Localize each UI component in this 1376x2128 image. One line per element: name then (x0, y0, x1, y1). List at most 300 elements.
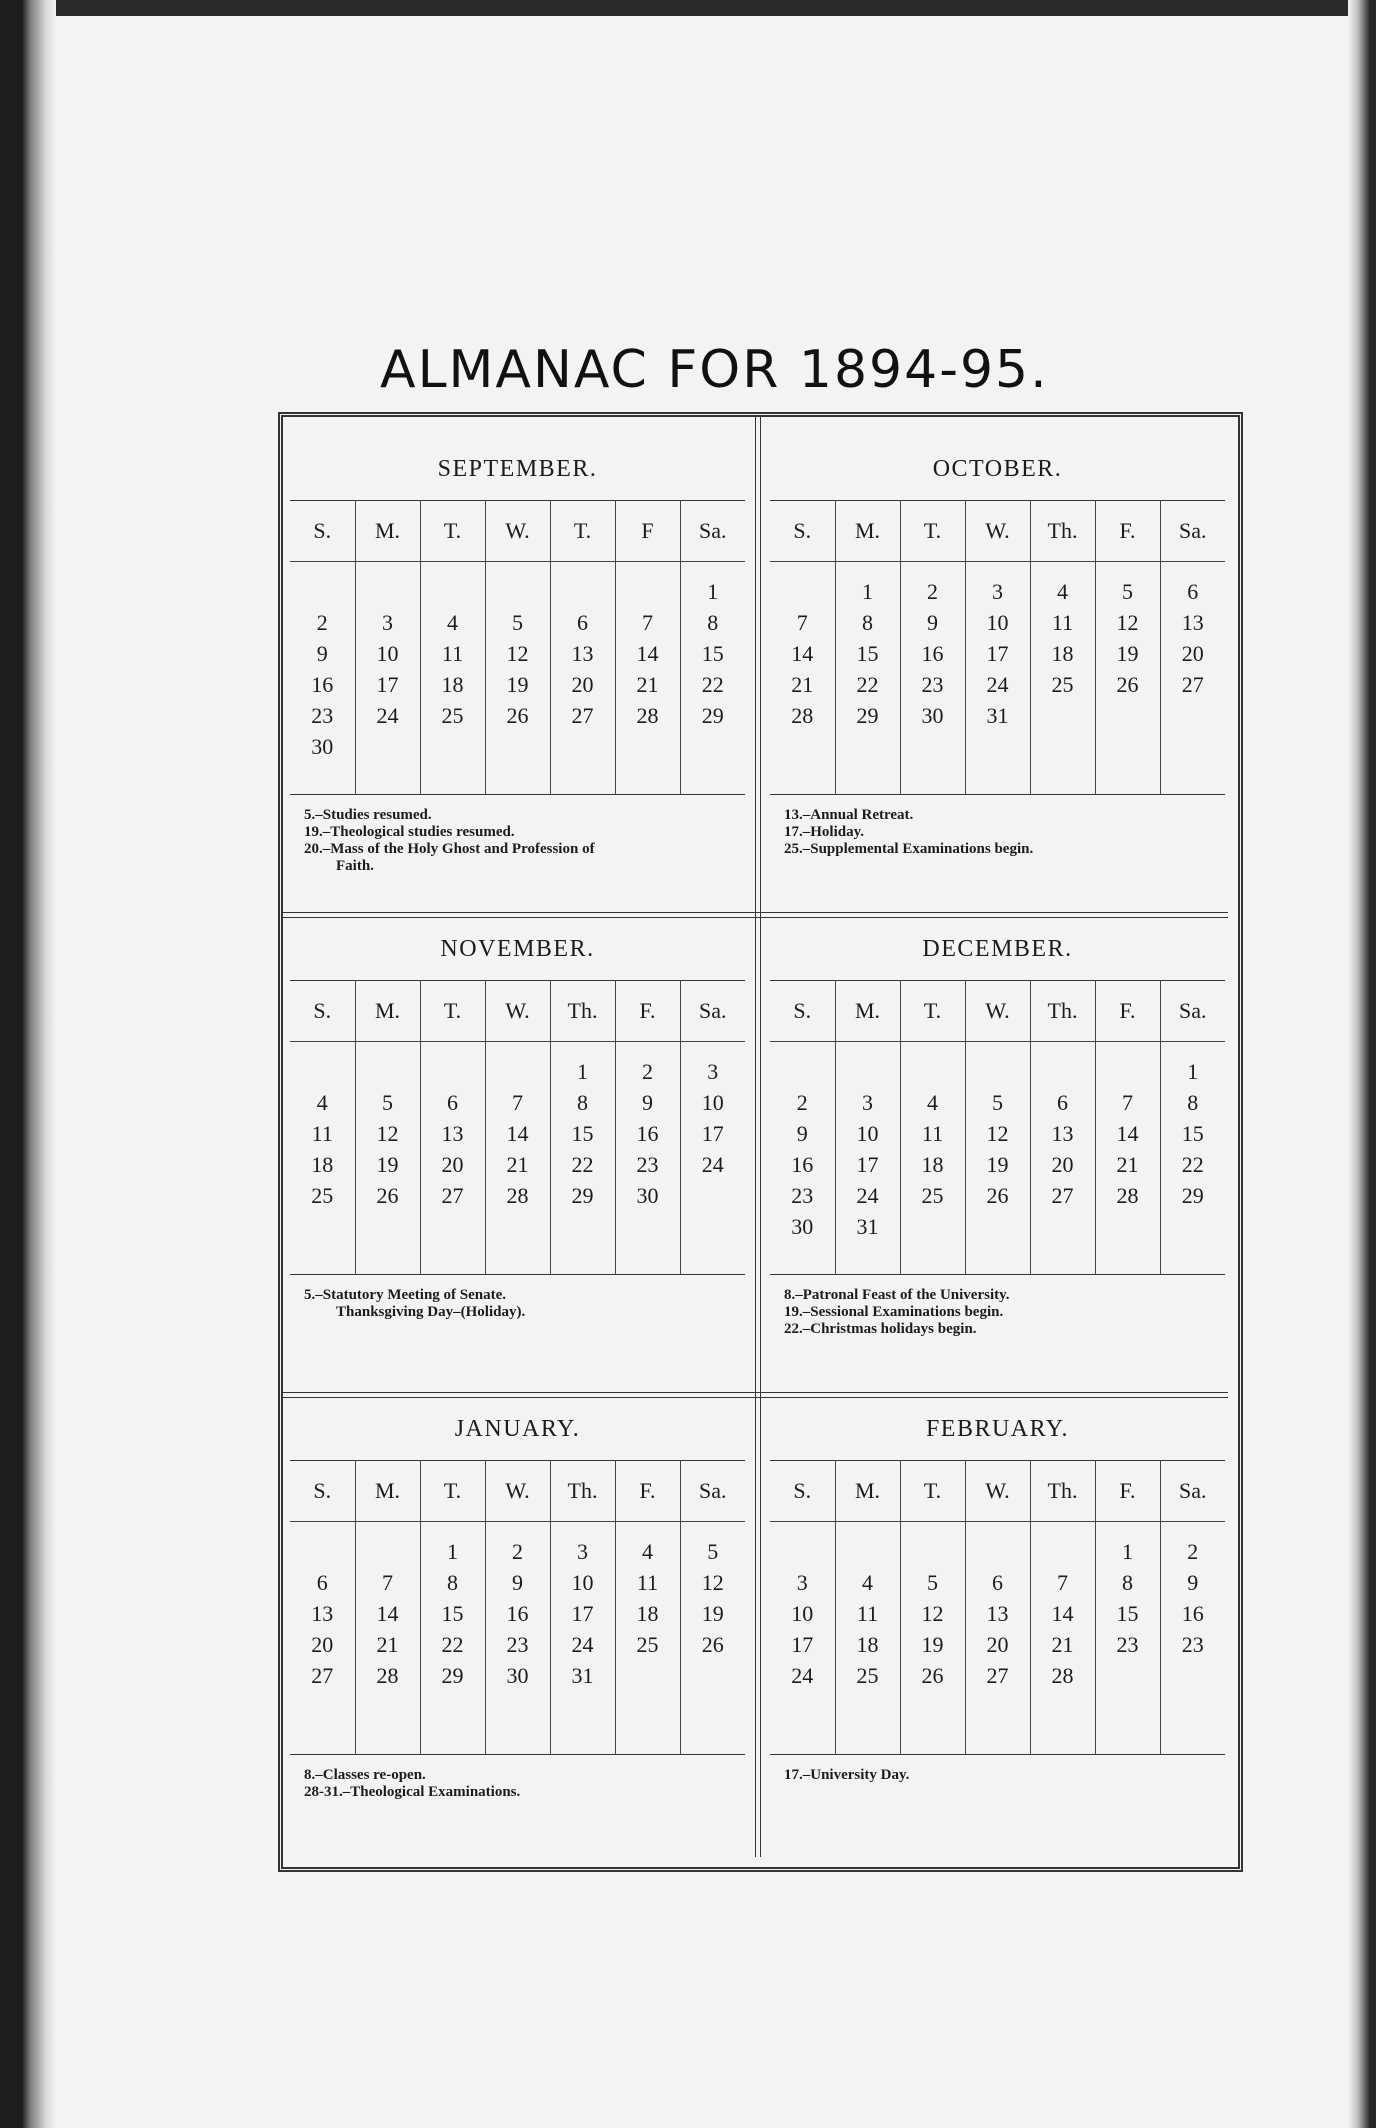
day-number: 18 (921, 1152, 944, 1177)
day-number: 12 (921, 1601, 944, 1626)
weekday-header: S. (770, 1461, 835, 1522)
day-number (1161, 700, 1226, 731)
day-number: 26 (986, 1183, 1009, 1208)
scan-edge-right (1348, 0, 1376, 2128)
day-number (421, 576, 485, 607)
weekday-header: M. (835, 1461, 900, 1522)
day-number: 21 (376, 1632, 399, 1657)
note-line: 8.–Classes re-open. (304, 1767, 426, 1783)
day-number (356, 731, 420, 762)
month-february (770, 1392, 1225, 1837)
weekday-header: S. (290, 501, 355, 562)
day-number: 22 (441, 1632, 464, 1657)
calendar-table (770, 1460, 1225, 1755)
day-number: 16 (636, 1121, 659, 1146)
weekday-column (550, 1042, 615, 1275)
note-line: 8.–Patronal Feast of the University. (784, 1287, 1010, 1303)
month-january (290, 1392, 745, 1837)
day-number: 27 (1181, 672, 1204, 697)
day-number: 12 (506, 641, 529, 666)
month-september (290, 432, 745, 877)
day-number: 17 (376, 672, 399, 697)
day-number (356, 1056, 420, 1087)
day-number (681, 1180, 746, 1211)
day-number: 12 (986, 1121, 1009, 1146)
weekday-header: M. (835, 501, 900, 562)
day-number (1031, 1056, 1095, 1087)
weekday-header: S. (290, 981, 355, 1042)
day-number: 22 (1181, 1152, 1204, 1177)
month-november (290, 912, 745, 1357)
weekday-column (1095, 1522, 1160, 1755)
day-number: 28 (791, 703, 814, 728)
day-number: 14 (636, 641, 659, 666)
day-number: 11 (921, 1121, 944, 1146)
day-number (421, 1056, 485, 1087)
day-number: 19 (506, 672, 529, 697)
note-line: 20.–Mass of the Holy Ghost and Profession of (304, 841, 595, 857)
dates-row (770, 1042, 1225, 1275)
day-number (966, 1536, 1030, 1567)
day-number: 19 (921, 1632, 944, 1657)
weekday-column (680, 562, 745, 795)
day-number: 1 (1122, 1539, 1133, 1564)
note-line: 25.–Supplemental Examinations begin. (784, 841, 1034, 857)
weekday-header: T. (420, 501, 485, 562)
day-number (1096, 1211, 1160, 1242)
day-number: 30 (636, 1183, 659, 1208)
day-number: 16 (791, 1152, 814, 1177)
note-line: 22.–Christmas holidays begin. (784, 1321, 977, 1337)
day-number: 16 (311, 672, 334, 697)
day-number: 8 (1187, 1090, 1199, 1115)
note-line: 5.–Statutory Meeting of Senate. (304, 1287, 507, 1303)
weekday-header: Sa. (1160, 981, 1225, 1042)
day-number: 12 (701, 1570, 724, 1595)
day-number: 7 (796, 610, 808, 635)
day-number: 11 (441, 641, 464, 666)
day-number: 9 (642, 1090, 653, 1115)
day-number: 26 (376, 1183, 399, 1208)
day-number: 23 (1116, 1632, 1139, 1657)
day-number: 7 (642, 610, 653, 635)
weekday-column (290, 1042, 355, 1275)
day-number: 20 (1051, 1152, 1074, 1177)
day-number: 24 (571, 1632, 594, 1657)
day-number: 29 (701, 703, 724, 728)
day-number: 28 (506, 1183, 529, 1208)
day-number (616, 731, 680, 762)
day-number (1031, 700, 1095, 731)
day-number: 23 (636, 1152, 659, 1177)
day-number (901, 1056, 965, 1087)
day-number: 12 (376, 1121, 399, 1146)
day-number (836, 1536, 900, 1567)
note-line: 17.–Holiday. (784, 824, 865, 840)
weekday-column (965, 1042, 1030, 1275)
day-number: 3 (796, 1570, 808, 1595)
weekday-header: Sa. (680, 501, 745, 562)
day-number: 10 (791, 1601, 814, 1626)
weekday-column (900, 1042, 965, 1275)
day-number: 20 (441, 1152, 464, 1177)
day-number (1096, 1660, 1160, 1691)
day-number: 1 (577, 1059, 588, 1084)
day-number: 4 (1057, 579, 1068, 604)
day-number: 24 (856, 1183, 879, 1208)
note-line: 19.–Sessional Examinations begin. (784, 1304, 1004, 1320)
day-number: 6 (577, 610, 588, 635)
note-line: 28-31.–Theological Examinations. (304, 1784, 521, 1800)
day-number: 20 (571, 672, 594, 697)
day-number (616, 576, 680, 607)
day-number: 8 (862, 610, 873, 635)
day-number: 8 (577, 1090, 588, 1115)
day-number: 10 (376, 641, 399, 666)
day-number: 22 (856, 672, 879, 697)
day-number (290, 1536, 355, 1567)
day-number: 25 (1051, 672, 1074, 697)
weekday-column (290, 562, 355, 795)
day-number: 27 (986, 1663, 1009, 1688)
day-number: 14 (1051, 1601, 1074, 1626)
weekday-column (900, 562, 965, 795)
weekday-header: F. (1095, 1461, 1160, 1522)
day-number: 14 (506, 1121, 529, 1146)
weekday-column (355, 562, 420, 795)
day-number (551, 731, 615, 762)
day-number: 21 (1051, 1632, 1074, 1657)
day-number: 5 (707, 1539, 719, 1564)
month-name: SEPTEMBER. (437, 456, 598, 482)
day-number: 17 (856, 1152, 879, 1177)
day-number: 1 (1187, 1059, 1199, 1084)
day-number (770, 1056, 835, 1087)
month-notes (770, 1755, 1225, 1837)
day-number: 4 (316, 1090, 328, 1115)
day-number (770, 576, 835, 607)
day-number: 6 (447, 1090, 458, 1115)
weekday-header: M. (355, 981, 420, 1042)
weekday-column (550, 1522, 615, 1755)
weekday-column (835, 1042, 900, 1275)
day-number (966, 1056, 1030, 1087)
day-number: 7 (382, 1570, 393, 1595)
day-number: 3 (707, 1059, 719, 1084)
day-number: 27 (311, 1663, 334, 1688)
day-number: 16 (1181, 1601, 1204, 1626)
day-number: 13 (571, 641, 594, 666)
day-number: 11 (311, 1121, 333, 1146)
day-number (901, 1211, 965, 1242)
day-number: 21 (506, 1152, 529, 1177)
note-line: Faith. (336, 858, 374, 874)
day-number: 17 (986, 641, 1009, 666)
day-number: 24 (986, 672, 1009, 697)
weekday-column (550, 562, 615, 795)
day-number: 8 (707, 610, 719, 635)
calendar-table (290, 500, 745, 795)
weekday-header: F. (615, 1461, 680, 1522)
weekday-header: S. (770, 501, 835, 562)
day-number (1161, 1660, 1226, 1691)
day-number: 5 (1122, 579, 1133, 604)
day-number: 16 (506, 1601, 529, 1626)
day-number (1031, 1536, 1095, 1567)
day-number: 1 (707, 579, 719, 604)
day-number: 9 (1187, 1570, 1199, 1595)
weekday-header: T. (420, 1461, 485, 1522)
weekday-column (290, 1522, 355, 1755)
day-number: 29 (1181, 1183, 1204, 1208)
day-number (356, 576, 420, 607)
day-number: 22 (701, 672, 724, 697)
day-number: 23 (921, 672, 944, 697)
day-number: 17 (571, 1601, 594, 1626)
day-number: 6 (992, 1570, 1003, 1595)
day-number: 15 (1116, 1601, 1139, 1626)
weekday-column (420, 1522, 485, 1755)
day-number: 10 (571, 1570, 594, 1595)
weekday-header: W. (485, 501, 550, 562)
note-line: 17.–University Day. (784, 1767, 910, 1783)
calendar-table (290, 1460, 745, 1755)
weekday-column (615, 1042, 680, 1275)
day-number: 8 (1122, 1570, 1133, 1595)
day-number: 22 (571, 1152, 594, 1177)
day-number: 17 (701, 1121, 724, 1146)
day-number: 5 (927, 1570, 938, 1595)
weekday-column (680, 1522, 745, 1755)
day-number: 2 (927, 579, 938, 604)
day-number: 7 (1057, 1570, 1068, 1595)
day-number: 19 (701, 1601, 724, 1626)
day-number: 12 (1116, 610, 1139, 635)
day-number: 13 (441, 1121, 464, 1146)
day-number: 6 (316, 1570, 328, 1595)
day-number: 9 (512, 1570, 523, 1595)
day-number: 3 (992, 579, 1003, 604)
day-number: 25 (856, 1663, 879, 1688)
day-number: 23 (506, 1632, 529, 1657)
weekday-column (900, 1522, 965, 1755)
month-notes (290, 795, 745, 877)
day-number: 27 (441, 1183, 464, 1208)
weekday-column (420, 562, 485, 795)
day-number: 30 (506, 1663, 529, 1688)
day-number: 2 (796, 1090, 808, 1115)
weekday-column (1095, 1042, 1160, 1275)
calendar-table (770, 980, 1225, 1275)
weekday-column (770, 1522, 835, 1755)
day-number: 29 (856, 703, 879, 728)
day-number: 3 (862, 1090, 873, 1115)
dates-row (290, 562, 745, 795)
day-number: 3 (382, 610, 393, 635)
weekday-header: W. (965, 981, 1030, 1042)
weekday-column (770, 1042, 835, 1275)
weekday-header: Sa. (680, 981, 745, 1042)
weekday-header: T. (900, 501, 965, 562)
day-number: 25 (636, 1632, 659, 1657)
page-title: ALMANAC FOR 1894-95. (380, 340, 1049, 400)
weekday-header: F. (1095, 501, 1160, 562)
weekday-header: Th. (550, 981, 615, 1042)
weekday-header: T. (900, 1461, 965, 1522)
day-number: 28 (636, 703, 659, 728)
day-number: 10 (986, 610, 1009, 635)
month-notes (770, 795, 1225, 877)
day-number: 28 (1051, 1663, 1074, 1688)
day-number: 5 (992, 1090, 1003, 1115)
weekday-column (965, 1522, 1030, 1755)
day-number: 7 (512, 1090, 523, 1115)
weekday-header: S. (290, 1461, 355, 1522)
day-number: 2 (316, 610, 328, 635)
day-number: 14 (376, 1601, 399, 1626)
day-number: 25 (441, 703, 464, 728)
day-number: 4 (642, 1539, 653, 1564)
weekday-header: M. (835, 981, 900, 1042)
day-number: 4 (862, 1570, 873, 1595)
weekday-header: F. (1095, 981, 1160, 1042)
weekday-column (485, 1042, 550, 1275)
weekday-header: Sa. (680, 1461, 745, 1522)
dates-row (290, 1042, 745, 1275)
day-number: 14 (791, 641, 814, 666)
weekday-header: Th. (1030, 981, 1095, 1042)
day-number: 20 (1181, 641, 1204, 666)
day-number: 31 (571, 1663, 594, 1688)
day-number: 30 (791, 1214, 814, 1239)
day-number (681, 731, 746, 762)
day-number: 18 (1051, 641, 1074, 666)
weekday-column (965, 562, 1030, 795)
day-number (290, 576, 355, 607)
weekday-column (1030, 1042, 1095, 1275)
weekday-column (1160, 562, 1225, 795)
day-number (681, 1660, 746, 1691)
weekday-header: Sa. (1160, 501, 1225, 562)
weekday-column (1030, 562, 1095, 795)
day-number: 2 (1187, 1539, 1199, 1564)
note-line: 5.–Studies resumed. (304, 807, 432, 823)
weekday-column (835, 562, 900, 795)
weekday-column (615, 562, 680, 795)
day-number: 5 (382, 1090, 393, 1115)
month-october (770, 432, 1225, 877)
month-december (770, 912, 1225, 1357)
month-name: NOVEMBER. (440, 936, 595, 962)
day-number: 9 (796, 1121, 808, 1146)
day-number: 17 (791, 1632, 814, 1657)
day-number: 27 (1051, 1183, 1074, 1208)
day-number: 13 (986, 1601, 1009, 1626)
day-number: 15 (856, 641, 879, 666)
day-number (770, 1536, 835, 1567)
weekday-column (1160, 1522, 1225, 1755)
weekday-header: T. (550, 501, 615, 562)
day-number: 6 (1187, 579, 1199, 604)
day-number: 21 (636, 672, 659, 697)
weekday-header: S. (770, 981, 835, 1042)
weekday-column (615, 1522, 680, 1755)
day-number (356, 1536, 420, 1567)
weekday-header: Th. (1030, 1461, 1095, 1522)
weekday-column (835, 1522, 900, 1755)
day-number: 13 (1051, 1121, 1074, 1146)
day-number: 24 (376, 703, 399, 728)
weekday-header: M. (355, 501, 420, 562)
weekday-column (355, 1522, 420, 1755)
scan-edge-left (0, 0, 56, 2128)
month-name: JANUARY. (454, 1416, 581, 1442)
day-number: 18 (441, 672, 464, 697)
weekday-header: Th. (550, 1461, 615, 1522)
day-number: 21 (1116, 1152, 1139, 1177)
day-number: 19 (1116, 641, 1139, 666)
day-number: 18 (636, 1601, 659, 1626)
weekday-column (1095, 562, 1160, 795)
dates-row (770, 1522, 1225, 1755)
day-number: 28 (1116, 1183, 1139, 1208)
weekday-column (770, 562, 835, 795)
day-number: 28 (376, 1663, 399, 1688)
weekday-header: Th. (1030, 501, 1095, 562)
day-number: 4 (447, 610, 458, 635)
weekday-column (1030, 1522, 1095, 1755)
weekday-header: W. (485, 981, 550, 1042)
day-number: 26 (701, 1632, 724, 1657)
day-number: 11 (856, 1601, 879, 1626)
day-number: 6 (1057, 1090, 1068, 1115)
calendar-table (770, 500, 1225, 795)
day-number: 29 (571, 1183, 594, 1208)
scan-edge-top (0, 0, 1376, 16)
weekday-header: W. (965, 501, 1030, 562)
month-name: FEBRUARY. (925, 1416, 1070, 1442)
weekday-header: W. (485, 1461, 550, 1522)
weekday-column (1160, 1042, 1225, 1275)
day-number (1161, 1211, 1226, 1242)
day-number: 15 (441, 1601, 464, 1626)
day-number: 25 (311, 1183, 334, 1208)
day-number: 9 (316, 641, 328, 666)
weekday-header: T. (900, 981, 965, 1042)
day-number: 5 (512, 610, 523, 635)
day-number: 26 (1116, 672, 1139, 697)
day-number: 9 (927, 610, 938, 635)
day-number: 16 (921, 641, 944, 666)
day-number: 15 (1181, 1121, 1204, 1146)
day-number (901, 1536, 965, 1567)
day-number (551, 576, 615, 607)
day-number: 27 (571, 703, 594, 728)
day-number: 26 (506, 703, 529, 728)
weekday-header: F (615, 501, 680, 562)
day-number: 10 (701, 1090, 724, 1115)
day-number (1031, 1211, 1095, 1242)
weekday-header: F. (615, 981, 680, 1042)
day-number (486, 576, 550, 607)
day-number: 20 (986, 1632, 1009, 1657)
day-number: 24 (791, 1663, 814, 1688)
note-line: Thanksgiving Day–(Holiday). (336, 1304, 526, 1320)
day-number (1096, 700, 1160, 731)
day-number: 25 (921, 1183, 944, 1208)
month-notes (290, 1275, 745, 1357)
day-number: 13 (1181, 610, 1204, 635)
